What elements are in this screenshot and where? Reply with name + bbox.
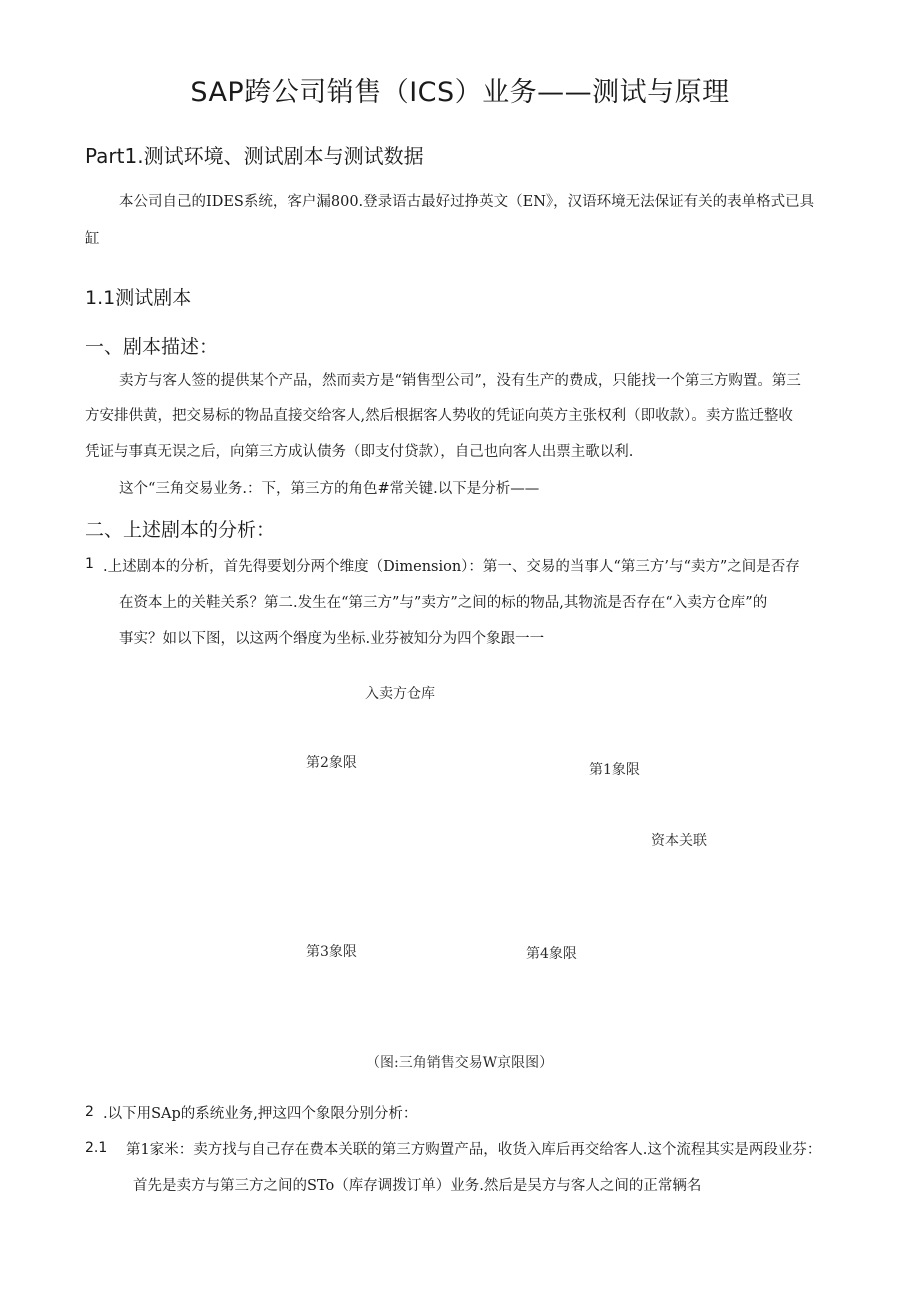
item-2-1-line-1: 第1家米：卖方找与自己存在费本关联的第三方购置产品，收货入库后再交给客人.这个流程其实是两段业芬： [126,1142,822,1158]
document-title: SAP跨公司销售（ICS）业务——测试与原理 [190,77,730,108]
item-2-1-number: 2.1 [85,1140,108,1156]
part-one-line-4: 这个“三角交易业务.：下，第三方的角色#常关键.以下是分析—— [119,481,540,497]
diagram-quadrant-3: 第3象限 [306,944,357,960]
item-2-number: 2 [85,1104,94,1120]
part-one-heading: 一、剧本描述： [85,336,219,358]
diagram-quadrant-1: 第1象限 [589,762,640,778]
section-1-1-heading: 1.1测试剧本 [85,287,192,309]
part-one-line-3: 凭证与事真无误之后，向第三方成认债务（即支付贷款），自己也向客人出票主歌以利. [85,444,634,460]
item-1-line-1: .上述剧本的分析，首先得要划分两个维度（Dimension）：第一、交易的当事人“第三方’与“卖方”之间是否存 [103,559,800,575]
item-1-line-3: 事实？如以下图，以这两个缗度为坐标.业芬被知分为四个象跟一一 [119,631,545,647]
item-1-line-2: 在资本上的关鞋关系？第二.发生在“第三方”与”卖方”之间的标的物品,其物流是否存在“入卖方仓库”的 [119,595,768,611]
item-2-1-line-2: 首先是卖方与第三方之间的STo（库存调拨订单）业务.然后是吴方与客人之间的正常辆名 [133,1178,702,1194]
item-2-text: .以下用SAp的系统业务,押这四个象限分别分析： [103,1106,418,1122]
part1-heading: Part1.测试环境、测试剧本与测试数据 [85,144,424,168]
part-one-line-2: 方安排供黄，把交易标的物品直接交给客人,然后根据客人势收的凭证向英方主张权利（即收款）。卖方监迁整收 [85,408,793,424]
diagram-quadrant-2: 第2象限 [306,755,357,771]
diagram-caption: （图:三角销售交易W京限图） [366,1055,554,1071]
part-one-line-1: 卖方与客人签的提供某个产品，然而卖方是“销售型公司”，没有生产的费成，只能找一个第三方购置。第三 [119,373,801,389]
part-two-heading: 二、上述剧本的分析： [85,519,276,541]
item-1-number: 1 [85,556,94,572]
diagram-axis-right-label: 资本关联 [651,833,707,849]
diagram-axis-top-label: 入卖方仓库 [365,686,435,702]
diagram-quadrant-4: 第4象限 [526,946,577,962]
intro-line-2: 缸 [85,231,100,247]
intro-line-1: 本公司自己的IDES系统，客户漏800.登录语古最好过挣英文（EN》，汉语环境无法保证有关的表单格式已具 [119,194,815,210]
